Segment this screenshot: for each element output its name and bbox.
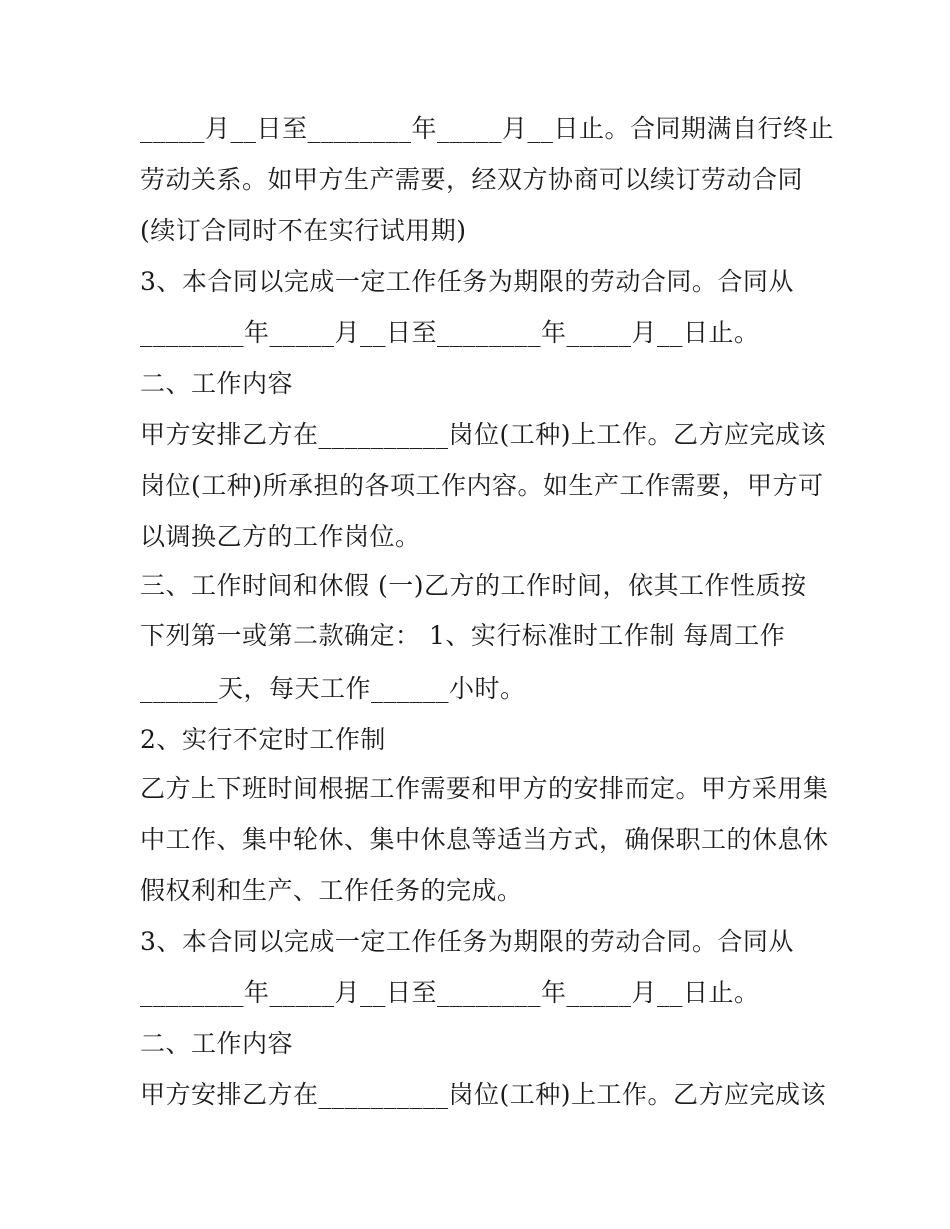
text-line: 2、实行不定时工作制 — [140, 725, 386, 754]
text-line: 乙方上下班时间根据工作需要和甲方的安排而定。甲方采用集 — [140, 774, 829, 803]
text-line: 以调换乙方的工作岗位。 — [140, 522, 421, 551]
text-line: 3、本合同以完成一定工作任务为期限的劳动合同。合同从 — [140, 267, 794, 296]
text-line: ______天，每天工作______小时。 — [140, 674, 526, 703]
text-line: 下列第一或第二款确定： 1、实行标准时工作制 每周工作 — [140, 621, 786, 650]
text-line: ________年_____月__日至________年_____月__日止。 — [140, 978, 760, 1007]
text-line: 3、本合同以完成一定工作任务为期限的劳动合同。合同从 — [140, 927, 794, 956]
text-line: 甲方安排乙方在__________岗位(工种)上工作。乙方应完成该 — [140, 420, 827, 449]
section-heading: 二、工作内容 — [140, 1029, 294, 1058]
text-line: 劳动关系。如甲方生产需要，经双方协商可以续订劳动合同 — [140, 165, 804, 194]
text-line: ________年_____月__日至________年_____月__日止。 — [140, 318, 760, 347]
section-heading: 三、工作时间和休假 (一)乙方的工作时间，依其工作性质按 — [140, 571, 807, 600]
text-line: 假权利和生产、工作任务的完成。 — [140, 876, 523, 905]
text-line: 中工作、集中轮休、集中休息等适当方式，确保职工的休息休 — [140, 825, 829, 854]
text-line: 岗位(工种)所承担的各项工作内容。如生产工作需要，甲方可 — [140, 471, 824, 500]
text-line: (续订合同时不在实行试用期) — [140, 216, 467, 245]
text-line: _____月__日至________年_____月__日止。合同期满自行终止 — [140, 114, 835, 143]
text-line: 甲方安排乙方在__________岗位(工种)上工作。乙方应完成该 — [140, 1080, 827, 1109]
section-heading: 二、工作内容 — [140, 369, 294, 398]
